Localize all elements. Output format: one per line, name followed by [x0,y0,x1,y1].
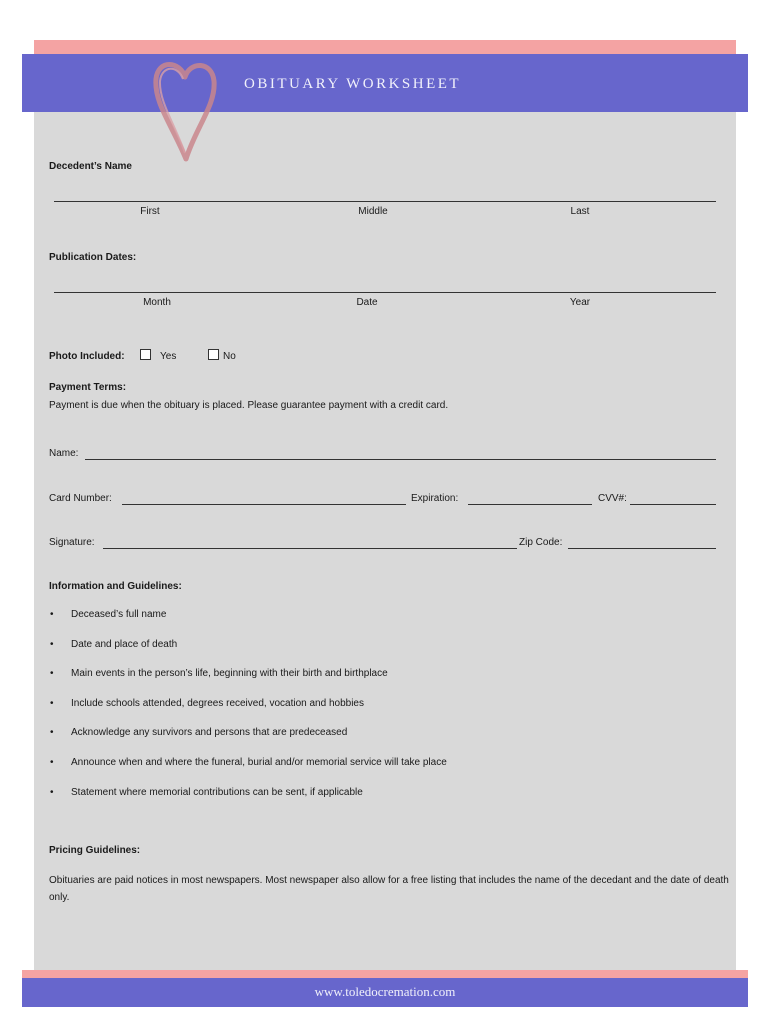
top-accent-bar [34,40,736,54]
bullet-icon: • [50,609,54,620]
cvv-field[interactable] [630,504,716,505]
bullet-icon: • [50,756,54,768]
checkbox-icon[interactable] [140,349,151,360]
signature-field[interactable] [103,548,517,549]
list-item: • Announce when and where the funeral, burial and/or memorial service will take place [50,756,447,768]
photo-yes-option[interactable] [140,349,176,362]
guidelines-list [49,609,447,816]
decedent-name-heading: Decedent’s Name [49,161,132,172]
photo-yes-label: Yes [160,351,177,362]
heart-icon [150,55,220,165]
expiration-field[interactable] [468,504,592,505]
cvv-label: CVV#: [598,493,627,504]
page-title: OBITUARY WORKSHEET [244,76,462,92]
zip-code-label: Zip Code: [519,537,563,548]
photo-included-label: Photo Included: [49,351,125,362]
pricing-heading: Pricing Guidelines: [49,845,141,856]
payment-terms-text: Payment is due when the obituary is placed. Please guarantee payment with a credit card. [49,400,449,411]
payment-terms-heading: Payment Terms: [49,382,127,393]
name-label: Name: [49,448,79,459]
expiration-label: Expiration: [411,493,459,504]
bullet-icon: • [50,697,54,709]
bullet-icon: • [50,786,54,798]
photo-no-label: No [223,351,236,362]
list-item: • Statement where memorial contributions can be sent, if applicable [50,786,363,798]
bullet-icon: • [50,668,54,680]
worksheet-sheet [34,40,736,1007]
checkbox-icon[interactable] [208,349,219,360]
year-label: Year [569,297,591,308]
publication-dates-heading: Publication Dates: [49,252,137,263]
publication-dates-line[interactable] [54,292,716,293]
footer-url[interactable]: www.toledocremation.com [314,984,456,999]
list-item: • Date and place of death [50,638,178,650]
first-name-label: First [140,206,160,217]
name-field[interactable] [85,459,716,460]
list-item: • Acknowledge any survivors and persons that are predeceased [50,727,348,739]
bullet-icon: • [50,727,54,739]
month-label: Month [143,297,171,308]
middle-name-label: Middle [358,206,388,217]
decedent-name-line[interactable] [54,201,716,202]
signature-label: Signature: [49,537,95,548]
list-item: • Main events in the person’s life, beginning with their birth and birthplace [50,668,388,680]
last-name-label: Last [570,206,590,217]
zip-code-field[interactable] [568,548,716,549]
bottom-accent-bar [22,970,748,978]
date-label: Date [356,297,378,308]
photo-no-option[interactable] [208,349,236,362]
card-number-field[interactable] [122,504,406,505]
list-item: • Deceased’s full name [50,609,167,620]
guidelines-heading: Information and Guidelines: [49,581,182,592]
list-item: • Include schools attended, degrees received, vocation and hobbies [50,697,364,709]
bullet-icon: • [50,638,54,650]
pricing-text: Obituaries are paid notices in most newspapers. Most newspaper also allow for a free listing that includes the name of the decedant and the date of death only. [49,875,729,903]
card-number-label: Card Number: [49,493,112,504]
